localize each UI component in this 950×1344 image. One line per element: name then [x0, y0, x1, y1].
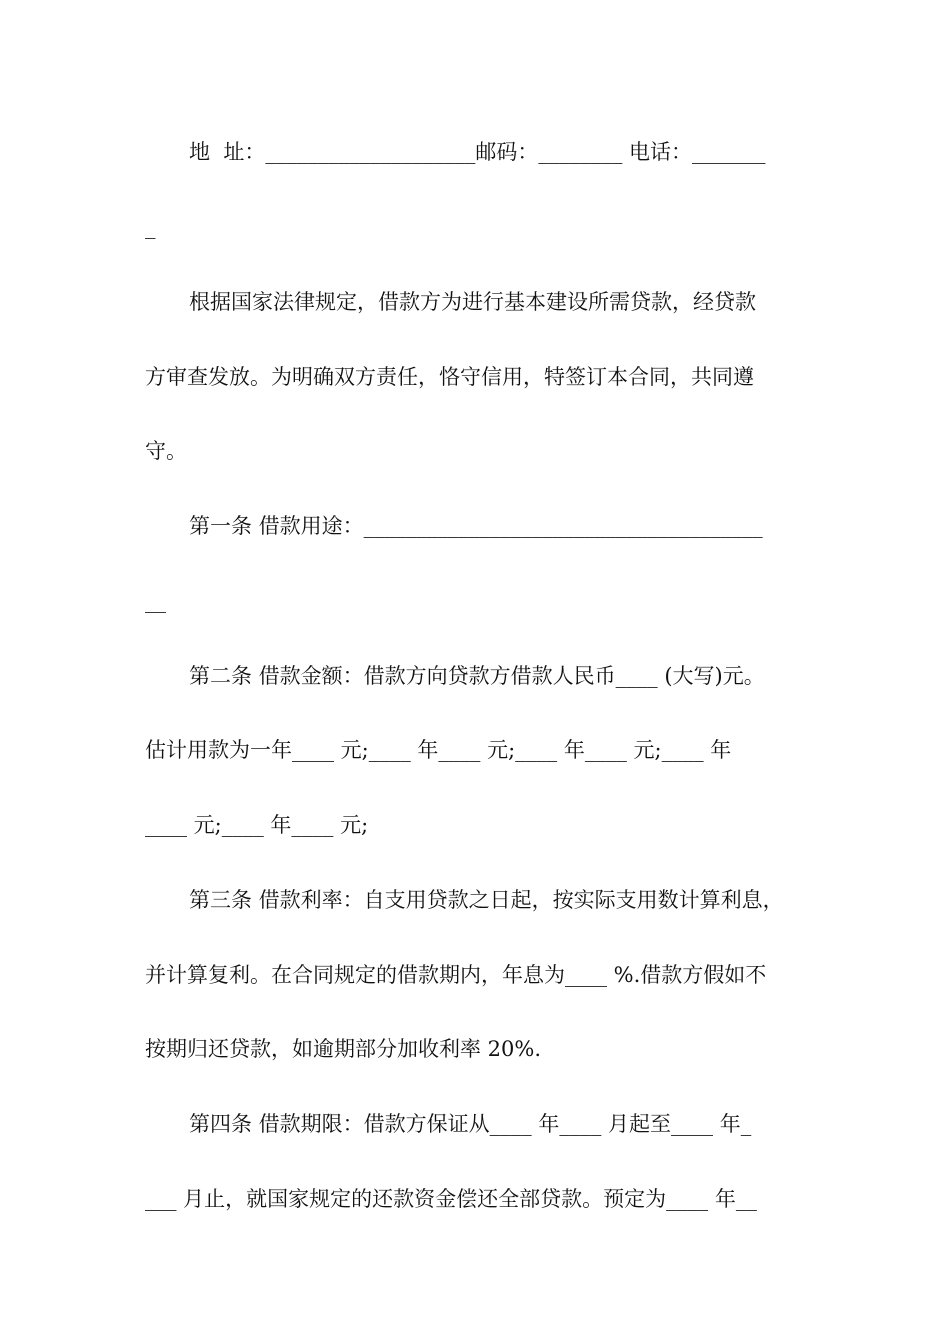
preamble-line-2: 方审查发放。为明确双方责任，恪守信用，特签订本合同，共同遵: [145, 365, 754, 389]
article-1-line-1: 第一条 借款用途：______________________________________: [189, 514, 763, 538]
address-line: 地 址：____________________邮码：________ 电话：_______: [189, 140, 766, 164]
article-4-line-1: 第四条 借款期限：借款方保证从____ 年____ 月起至____ 年_: [189, 1112, 752, 1136]
article-1-line-2: __: [145, 589, 166, 613]
preamble-line-1: 根据国家法律规定，借款方为进行基本建设所需贷款，经贷款: [189, 290, 756, 314]
article-2-line-1: 第二条 借款金额：借款方向贷款方借款人民币____ (大写)元。: [189, 664, 765, 688]
article-4-line-2: ___ 月止，就国家规定的还款资金偿还全部贷款。预定为____ 年__: [145, 1187, 757, 1211]
preamble-line-3: 守。: [145, 439, 187, 463]
article-3-line-2: 并计算复利。在合同规定的借款期内，年息为____ %.借款方假如不: [145, 963, 767, 987]
article-2-line-2: 估计用款为一年____ 元;____ 年____ 元;____ 年____ 元;____ 年: [145, 738, 732, 762]
address-line-continuation: _: [145, 215, 156, 239]
article-2-line-3: ____ 元;____ 年____ 元;: [145, 813, 369, 837]
article-3-line-1: 第三条 借款利率：自支用贷款之日起，按实际支用数计算利息，: [189, 888, 784, 912]
article-3-line-3: 按期归还贷款，如逾期部分加收利率 20%.: [145, 1037, 542, 1061]
